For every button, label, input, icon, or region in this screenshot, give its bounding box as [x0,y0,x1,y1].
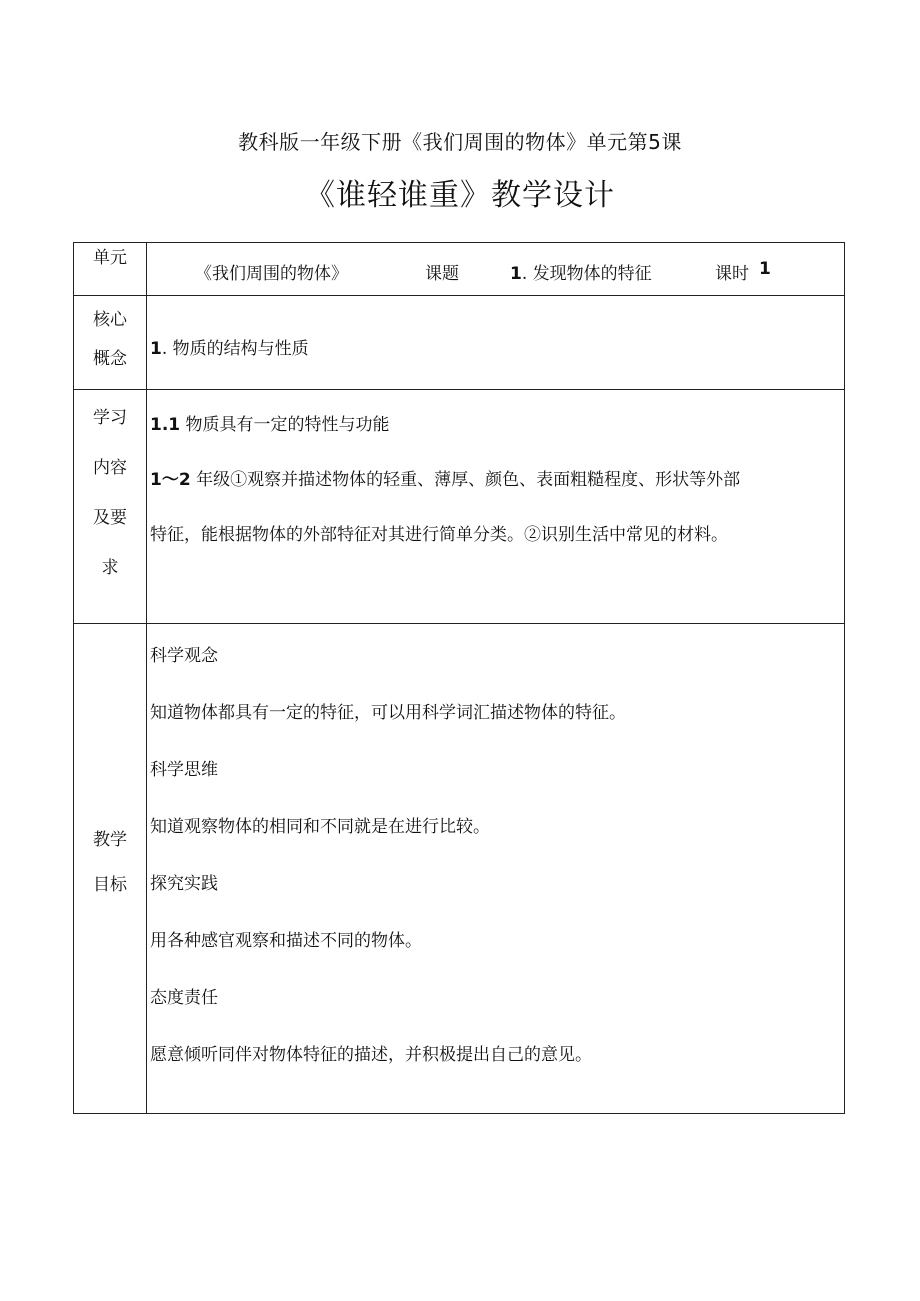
goal-heading-practice: 探究实践 [150,874,218,894]
teaching-goals-row [74,624,845,1114]
goal-text-attitude: 愿意倾听同伴对物体特征的描述，并积极提出自己的意见。 [150,1045,592,1065]
goal-heading-concept: 科学观念 [150,646,218,666]
period-label: 课时 [715,264,749,284]
period-value: 1 [759,259,771,279]
learning-label-line3: 及要 [93,508,127,528]
goal-text-practice: 用各种感官观察和描述不同的物体。 [150,931,422,951]
document-title: 《谁轻谁重》教学设计 [305,178,615,213]
core-content-cell [147,296,845,390]
topic-label: 课题 [425,264,459,284]
learning-content-row [74,390,845,624]
learning-line3-text: 特征，能根据物体的外部特征对其进行简单分类。②识别生活中常见的材料。 [150,525,728,545]
core-label-line2: 概念 [93,349,127,369]
learning-content-cell [147,390,845,624]
unit-row [74,243,845,296]
learning-label-line1: 学习 [93,408,127,428]
learning-line1-number: 1.1 [150,415,181,435]
core-number: 1 [150,339,162,359]
learning-line2-text: 年级①观察并描述物体的轻重、薄厚、颜色、表面粗糙程度、形状等外部 [190,470,741,490]
learning-line2-number: 1～2 [150,470,191,490]
learning-label-line2: 内容 [93,458,127,478]
unit-info-cell [147,243,845,296]
document-subtitle: 教科版一年级下册《我们周围的物体》单元第5课 [238,130,682,154]
core-label-line1: 核心 [93,310,127,330]
learning-label-cell [74,390,147,624]
goal-text-concept: 知道物体都具有一定的特征，可以用科学词汇描述物体的特征。 [150,703,626,723]
unit-label: 单元 [93,248,127,268]
core-text: . 物质的结构与性质 [161,339,309,359]
core-label-cell [74,296,147,390]
learning-line1-text: 物质具有一定的特性与功能 [180,415,390,435]
goals-label-line2: 目标 [93,874,127,895]
goal-heading-attitude: 态度责任 [150,988,218,1008]
goals-label-line1: 教学 [93,829,127,850]
goal-text-thinking: 知道观察物体的相同和不同就是在进行比较。 [150,817,490,837]
unit-value: 《我们周围的物体》 [195,264,348,284]
goals-content-cell [147,624,845,1114]
goals-label-cell [74,624,147,1114]
core-concept-row [74,296,845,390]
lesson-table [73,242,845,1114]
unit-label-cell [74,243,147,296]
topic-number: 1 [510,264,522,284]
learning-label-line4: 求 [101,558,119,578]
topic-value: . 发现物体的特征 [521,264,652,284]
goal-heading-thinking: 科学思维 [150,760,218,780]
